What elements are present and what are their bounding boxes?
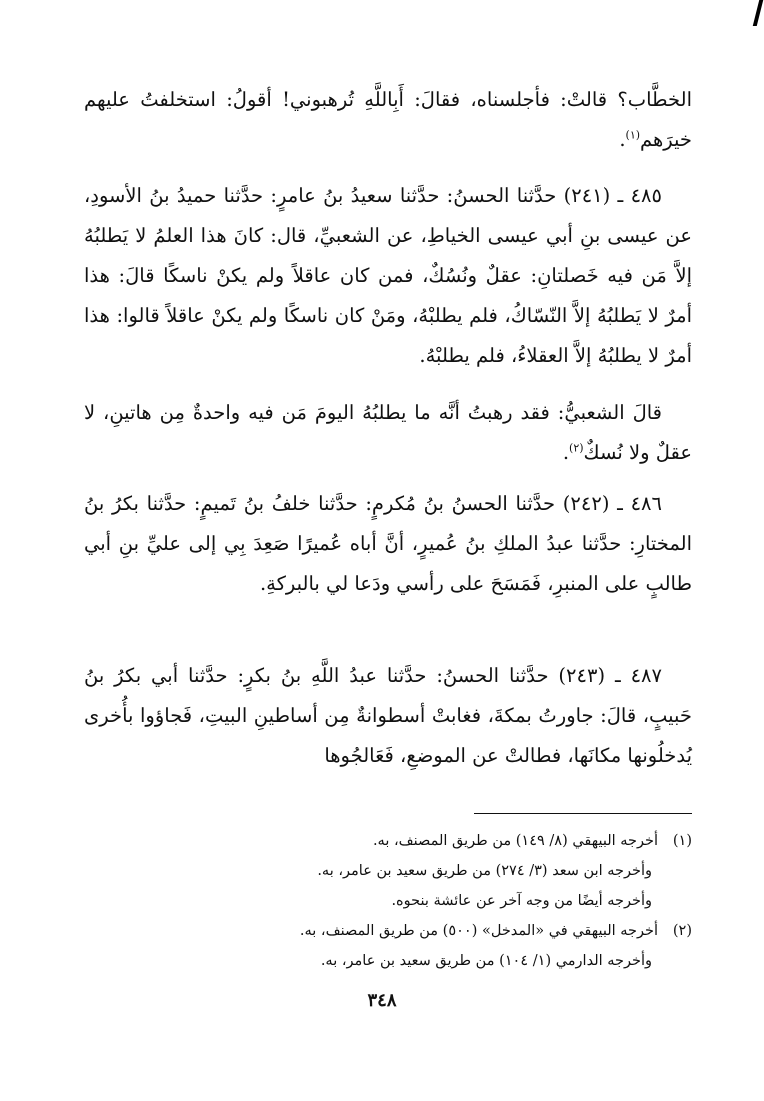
- footnote-number: (٢): [672, 923, 692, 939]
- footnote-line: [96, 856, 692, 886]
- footnote-text: وأخرجه ابن سعد (٣/ ٢٧٤) من طريق سعيد بن عامر، به.: [317, 863, 652, 879]
- footnote-text: وأخرجه الدارمي (١/ ١٠٤) من طريق سعيد بن عامر، به.: [320, 953, 652, 969]
- corner-mark: [753, 0, 763, 26]
- footnote-line: [96, 826, 692, 856]
- paragraph-text: ٤٨٧ ـ (٢٤٣) حدَّثنا الحسنُ: حدَّثنا عبدُ اللَّهِ بنُ بكرٍ: حدَّثنا أبي بكرُ بنُ حَبيبٍ، قالَ: جاورتُ بمكةَ، فغابتْ أسطوانةٌ مِن أساطينِ البيتِ، فَجاؤوا بأُخرى يُدخلُونها مكانَها، فطالتْ عن الموضعِ، فَعَالجُوها: [84, 664, 692, 767]
- hadith-486: [84, 484, 692, 604]
- footnote-text: أخرجه البيهقي في «المدخل» (٥٠٠) من طريق المصنف، به.: [299, 923, 658, 939]
- footnote-ref: (١): [625, 128, 641, 142]
- footnote-divider: [474, 813, 692, 814]
- hadith-487: [84, 656, 692, 776]
- footnote-line: [96, 886, 692, 916]
- footnotes: [96, 826, 692, 976]
- paragraph-continuation: الخطَّاب؟ قالتْ: فأجلسناه، فقالَ: أَبِاللَّهِ تُرهبوني! أقولُ: استخلفتُ عليهم خيرَهم$^{(١)}$.: [84, 88, 692, 151]
- shabi-comment: قالَ الشعبيُّ: فقد رهبتُ أنَّه ما يطلبُهُ اليومَ مَن فيه واحدةٌ مِن هاتينِ، لا عقلٌ ولا نُسكٌ$^{(٢)}$.: [84, 401, 692, 464]
- paragraph-text: ٤٨٦ ـ (٢٤٢) حدَّثنا الحسنُ بنُ مُكرمٍ: حدَّثنا خلفُ بنُ تَميمٍ: حدَّثنا بكرُ بنُ المختارِ: حدَّثنا عبدُ الملكِ بنُ عُميرٍ، أنَّ أباه عُميرًا صَعِدَ بِي إلى عليِّ بنِ أبي طالبٍ على المنبرِ، فَمَسَحَ على رأسي ودَعا لي بالبركةِ.: [84, 492, 692, 595]
- footnote-line: [96, 916, 692, 946]
- footnote-line: [96, 946, 692, 976]
- footnote-number: (١): [672, 833, 692, 849]
- hadith-485: [84, 176, 692, 376]
- footnote-text: وأخرجه أيضًا من وجه آخر عن عائشة بنحوه.: [391, 893, 652, 909]
- paragraph-text: قالَ الشعبيُّ: فقد رهبتُ أنَّه ما يطلبُهُ اليومَ مَن فيه واحدةٌ مِن هاتينِ، لا عقلٌ ولا نُسكٌ: [84, 401, 692, 464]
- footnote-text: أخرجه البيهقي (٨/ ١٤٩) من طريق المصنف، به.: [372, 833, 658, 849]
- footnote-ref: (٢): [569, 441, 584, 455]
- paragraph-text: الخطَّاب؟ قالتْ: فأجلسناه، فقالَ: أَبِاللَّهِ تُرهبوني! أقولُ: استخلفتُ عليهم خيرَهم: [84, 88, 692, 151]
- page-number: ٣٤٨: [367, 990, 397, 1011]
- paragraph-text: ٤٨٥ ـ (٢٤١) حدَّثنا الحسنُ: حدَّثنا سعيدُ بنُ عامرٍ: حدَّثنا حميدُ بنُ الأسودِ، عن عيسى بنِ أبي عيسى الخياطِ، عن الشعبيِّ، قال: كانَ هذا العلمُ لا يَطلبُهُ إلاَّ مَن فيه خَصلتانِ: عقلٌ ونُسُكٌ، فمن كان عاقلاً ولم يكنْ ناسكًا قالَ: هذا أمرٌ لا يَطلبُهُ إلاَّ النّسّاكُ، فلم يطلبْهُ، ومَنْ كان ناسكًا ولم يكنْ عاقلاً قالوا: هذا أمرٌ لا يطلبُهُ إلاَّ العقلاءُ، فلم يطلبْهُ.: [84, 184, 692, 367]
